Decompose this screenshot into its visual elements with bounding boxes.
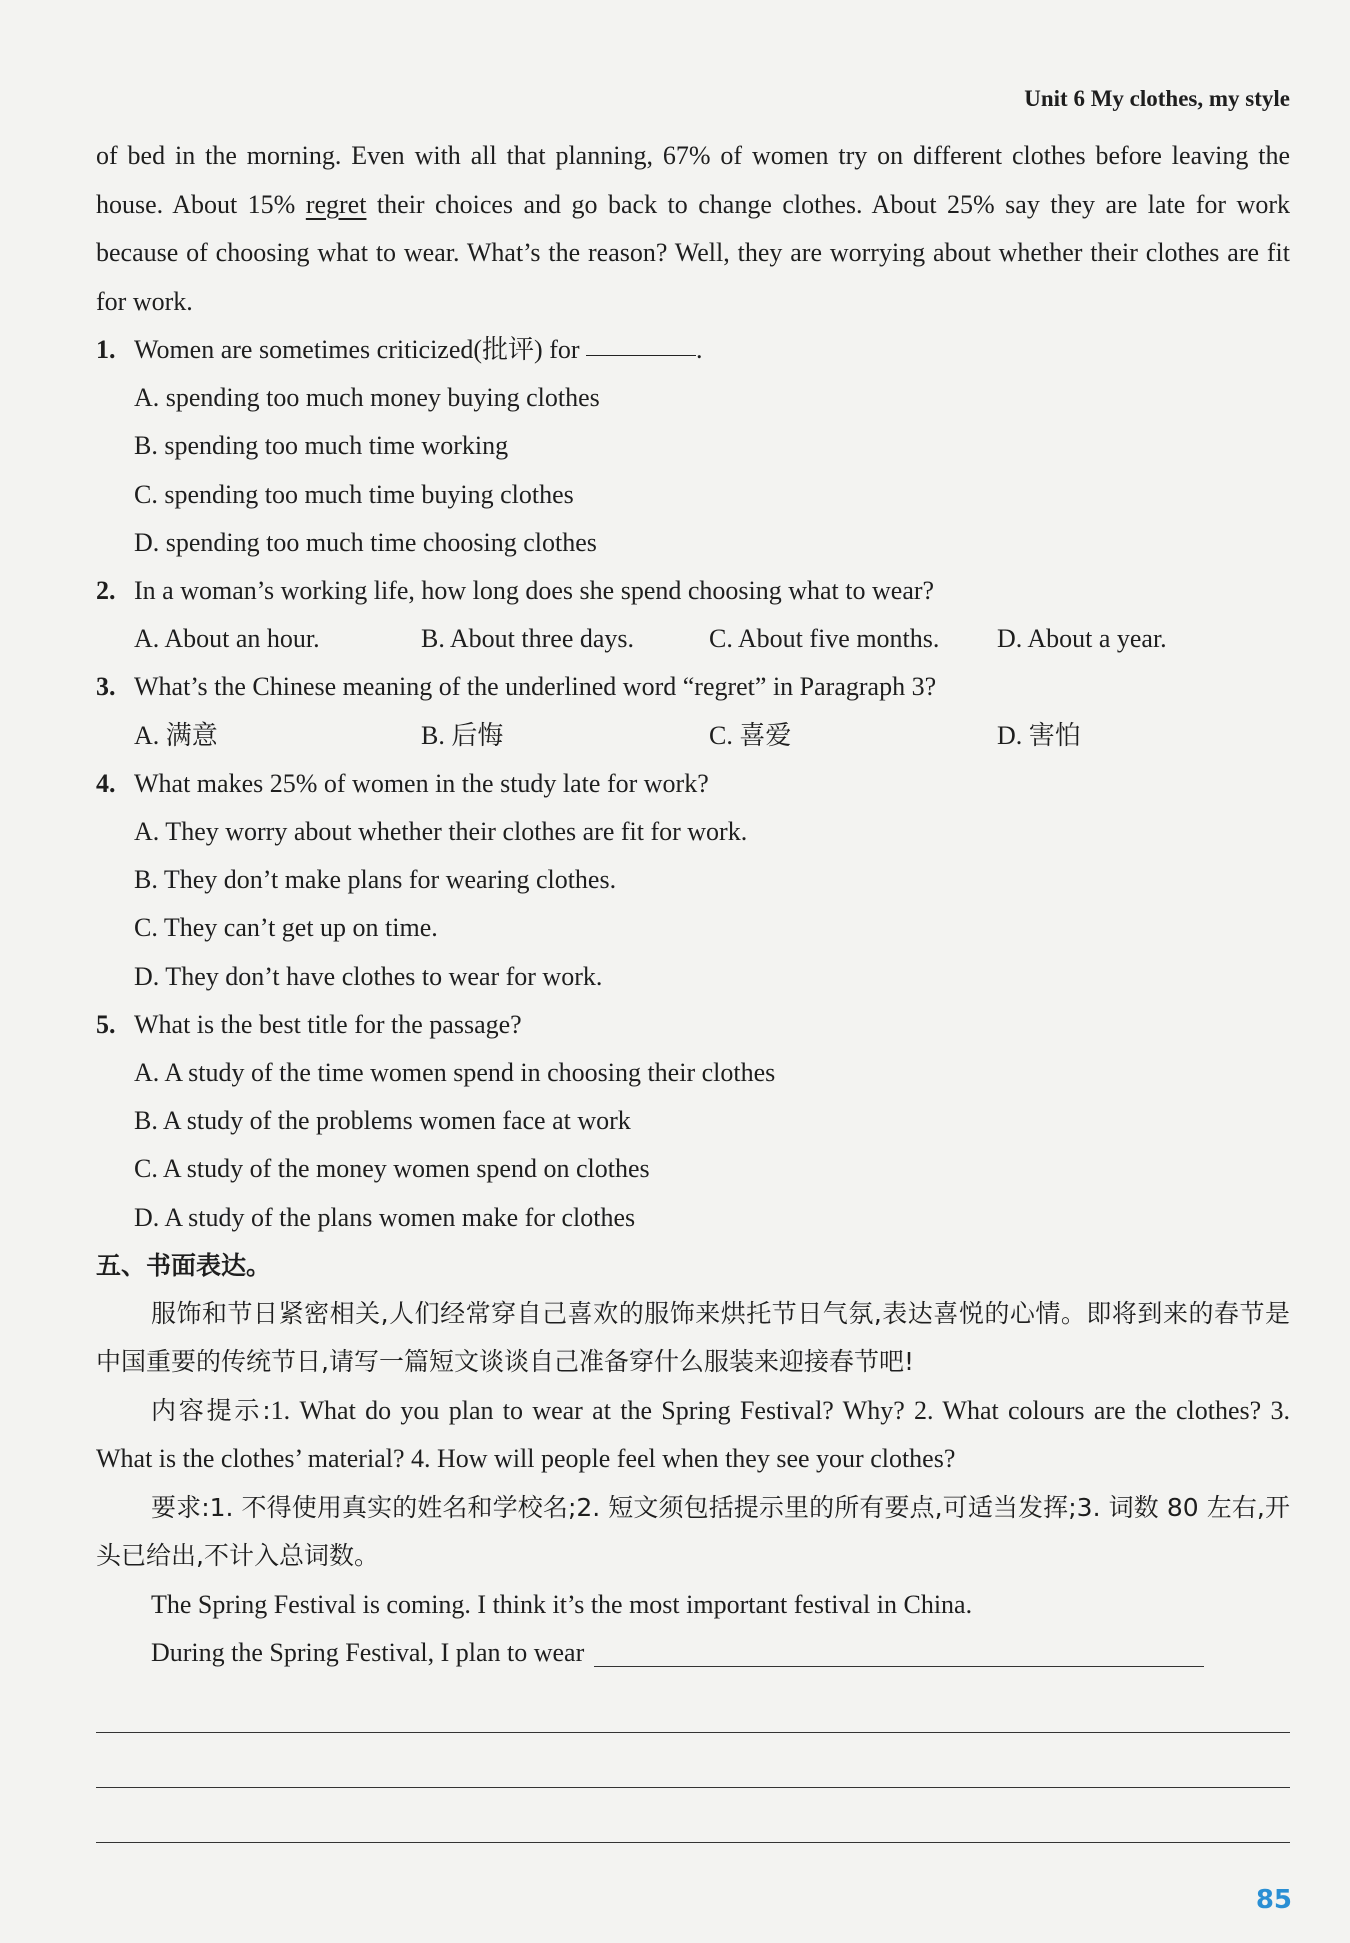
answer-blank[interactable] <box>586 354 696 356</box>
passage-text-a: of bed in the morning. Even with all that planning, 67% of women try on different clothes before leaving the house. About 15% <box>96 141 1290 219</box>
option-4d[interactable]: D. They don’t have clothes to wear for work. <box>134 961 603 991</box>
question-stem: In a woman’s working life, how long does she spend choosing what to wear? <box>134 576 935 606</box>
question-stem: Women are sometimes criticized(批评) for <box>134 335 580 364</box>
writing-section-title: 五、书面表达。 <box>96 1250 272 1280</box>
page-number: 85 <box>1255 1885 1292 1915</box>
page-content <box>96 132 1290 1843</box>
writing-line[interactable] <box>96 1733 1290 1788</box>
question-stem: What is the best title for the passage? <box>134 1009 522 1039</box>
option-3c[interactable]: C. 喜爱 <box>709 720 792 750</box>
option-4b[interactable]: B. They don’t make plans for wearing clothes. <box>134 865 617 895</box>
option-1d[interactable]: D. spending too much time choosing clothes <box>134 527 597 557</box>
question-2: 2. In a woman’s working life, how long does she spend choosing what to wear? <box>96 576 935 606</box>
question-stem: What’s the Chinese meaning of the underlined word “regret” in Paragraph 3? <box>134 672 937 702</box>
passage-final-paragraph <box>96 132 1290 326</box>
question-3: 3. What’s the Chinese meaning of the underlined word “regret” in Paragraph 3? <box>96 672 937 702</box>
question-5: 5. What is the best title for the passage? <box>96 1009 522 1039</box>
option-3d[interactable]: D. 害怕 <box>997 720 1081 750</box>
option-5a[interactable]: A. A study of the time women spend in choosing their clothes <box>134 1058 776 1088</box>
passage-text-b: their choices and go back to change clothes. About 25% say they are late for work because of choosing what to wear. What’s the reason? Well, they are worrying about whether their clothes are fit for work. <box>96 189 1290 316</box>
option-5c[interactable]: C. A study of the money women spend on clothes <box>134 1154 650 1184</box>
option-1b[interactable]: B. spending too much time working <box>134 431 509 461</box>
writing-start-2: During the Spring Festival, I plan to wear <box>96 1629 1290 1678</box>
option-5b[interactable]: B. A study of the problems women face at work <box>134 1106 631 1136</box>
writing-intro: 服饰和节日紧密相关,人们经常穿自己喜欢的服饰来烘托节日气氛,表达喜悦的心情。即将到来的春节是中国重要的传统节日,请写一篇短文谈谈自己准备穿什么服装来迎接春节吧! <box>96 1298 1290 1377</box>
writing-line[interactable] <box>96 1788 1290 1843</box>
option-4a[interactable]: A. They worry about whether their clothes are fit for work. <box>134 817 748 847</box>
option-5d[interactable]: D. A study of the plans women make for clothes <box>134 1202 636 1232</box>
option-3a[interactable]: A. 满意 <box>134 720 218 750</box>
option-2a[interactable]: A. About an hour. <box>134 624 320 654</box>
unit-header: Unit 6 My clothes, my style <box>1024 86 1290 111</box>
writing-hints: 内容提示:1. What do you plan to wear at the Spring Festival? Why? 2. What colours are the clothes? 3. What is the clothes’ material? 4. How will people feel when they see your clothes? <box>96 1395 1290 1474</box>
option-4c[interactable]: C. They can’t get up on time. <box>134 913 438 943</box>
question-4: 4. What makes 25% of women in the study late for work? <box>96 768 709 798</box>
option-3b[interactable]: B. 后悔 <box>421 720 504 750</box>
question-1: 1. Women are sometimes criticized(批评) for . <box>96 335 703 364</box>
options-row-3 <box>96 712 1290 760</box>
option-2b[interactable]: B. About three days. <box>421 624 635 654</box>
writing-requirements: 要求:1. 不得使用真实的姓名和学校名;2. 短文须包括提示里的所有要点,可适当发挥;3. 词数 80 左右,开头已给出,不计入总词数。 <box>96 1492 1290 1571</box>
option-1a[interactable]: A. spending too much money buying clothes <box>134 383 600 413</box>
option-1c[interactable]: C. spending too much time buying clothes <box>134 479 574 509</box>
question-stem: What makes 25% of women in the study late for work? <box>134 768 709 798</box>
writing-line-first[interactable] <box>594 1665 1204 1667</box>
options-row-2 <box>96 615 1290 663</box>
option-2c[interactable]: C. About five months. <box>709 624 940 654</box>
writing-line[interactable] <box>96 1678 1290 1733</box>
writing-start-1: The Spring Festival is coming. I think it’s the most important festival in China. <box>151 1589 973 1619</box>
underlined-word: regret <box>305 189 367 219</box>
option-2d[interactable]: D. About a year. <box>997 624 1167 654</box>
